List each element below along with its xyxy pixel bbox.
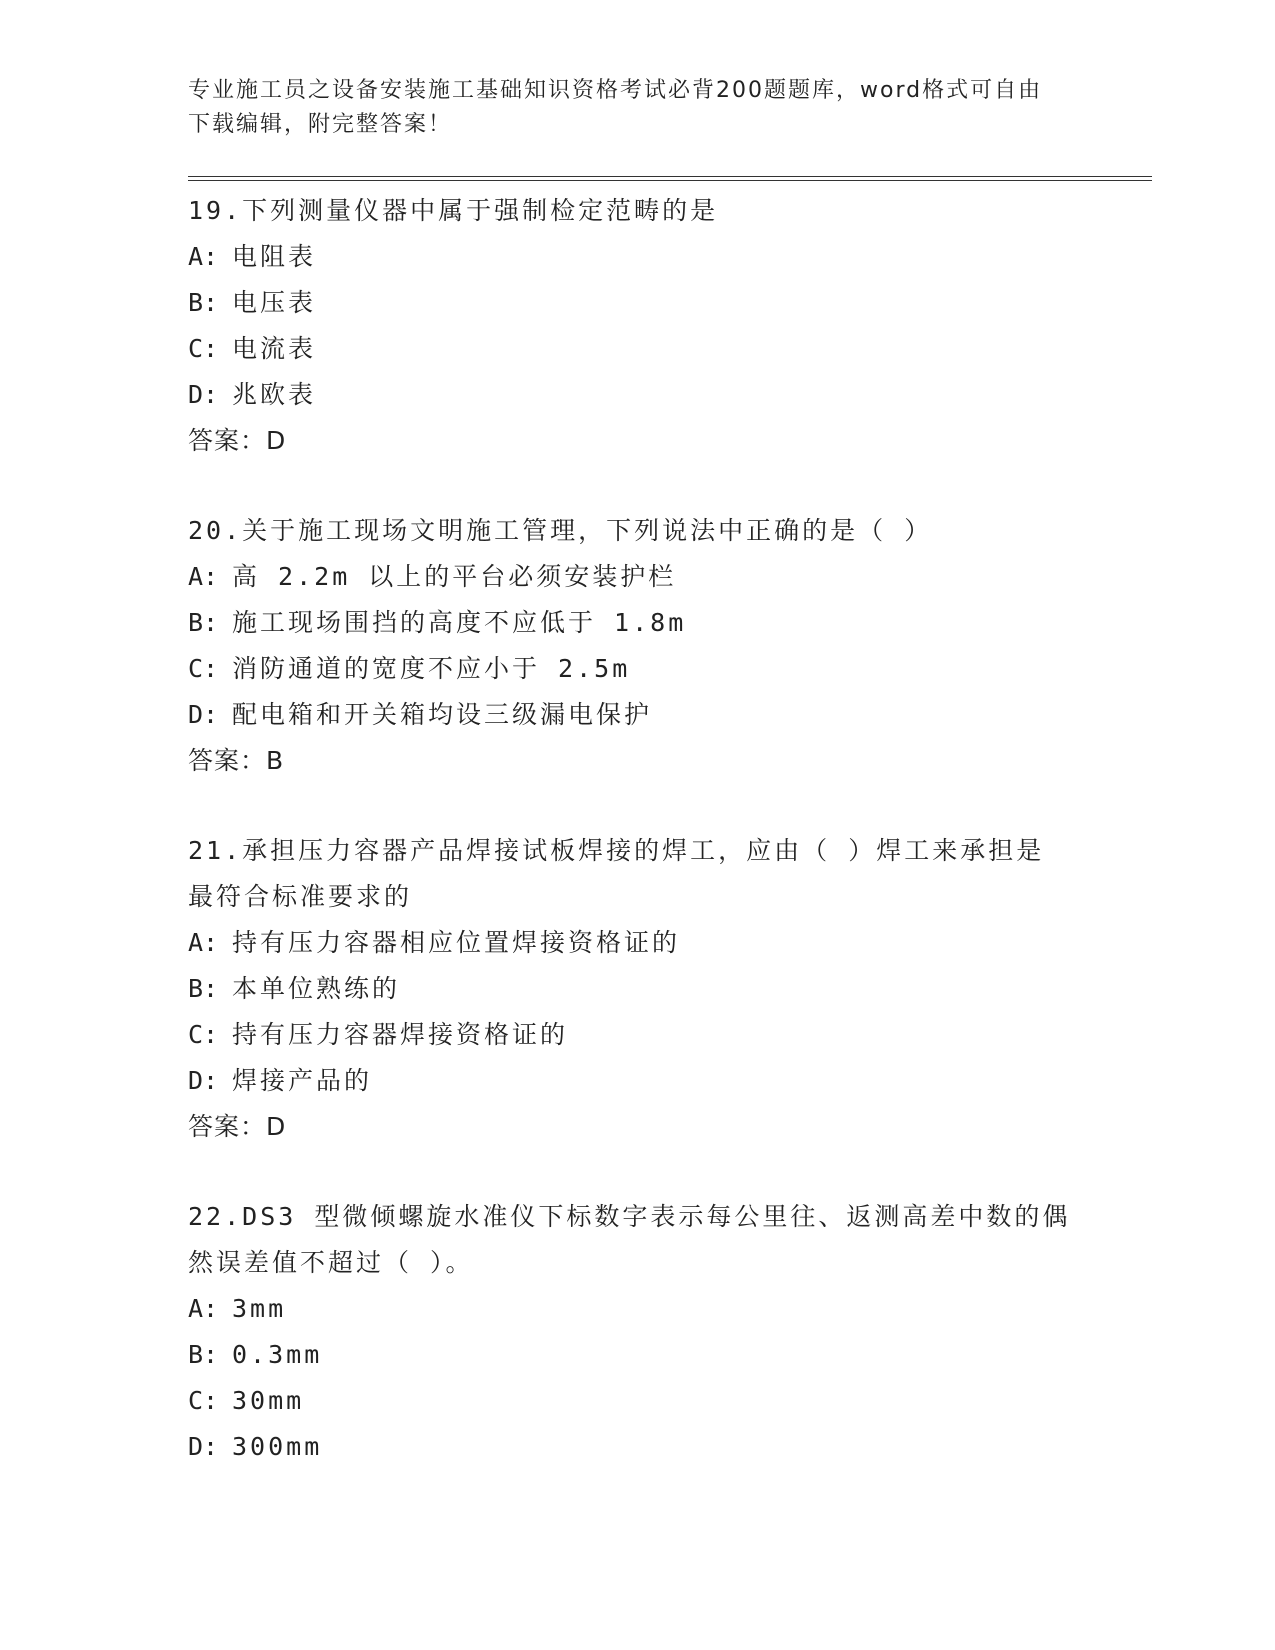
option-letter: A: [188,1294,219,1323]
option-text: 30mm [232,1386,305,1415]
question-stem: 20.关于施工现场文明施工管理，下列说法中正确的是（ ） [188,516,933,545]
answer-key: 答案：D [188,426,287,455]
option-text: 3mm [232,1294,287,1323]
option-text: 电阻表 [232,242,317,271]
option-letter: D: [188,1432,219,1461]
option-letter: C: [188,1020,219,1049]
option-d [188,1058,1088,1104]
option-d [188,1424,1088,1470]
option-letter: B: [188,608,219,637]
question-stem-line-1: 21.承担压力容器产品焊接试板焊接的焊工，应由（ ）焊工来承担是 [188,836,1045,865]
option-text: 持有压力容器焊接资格证的 [232,1020,569,1049]
option-text: 0.3mm [232,1340,323,1369]
question-stem: 19.下列测量仪器中属于强制检定范畴的是 [188,196,719,225]
option-a [188,1286,1088,1332]
option-letter: D: [188,380,219,409]
option-text: 300mm [232,1432,323,1461]
option-d [188,692,1088,738]
option-text: 消防通道的宽度不应小于 2.5m [232,654,631,683]
option-c [188,1012,1088,1058]
option-text: 持有压力容器相应位置焊接资格证的 [232,928,681,957]
option-text: 施工现场围挡的高度不应低于 1.8m [232,608,687,637]
document-header [188,74,1088,142]
option-text: 电压表 [232,288,317,317]
header-divider-top [188,176,1152,177]
option-letter: B: [188,288,219,317]
option-letter: C: [188,654,219,683]
answer-key: 答案：D [188,1112,287,1141]
header-line-1: 专业施工员之设备安装施工基础知识资格考试必背200题题库，word格式可自由 [188,78,1043,103]
question-22 [188,1194,1088,1470]
question-20 [188,508,1088,784]
option-letter: C: [188,334,219,363]
question-19 [188,188,1088,464]
option-b [188,280,1088,326]
answer-key: 答案：B [188,746,285,775]
option-b [188,966,1088,1012]
option-letter: A: [188,242,219,271]
option-text: 电流表 [232,334,317,363]
option-letter: A: [188,928,219,957]
question-stem-line-2: 然误差值不超过（ ）。 [188,1248,474,1277]
option-text: 配电箱和开关箱均设三级漏电保护 [232,700,653,729]
option-letter: B: [188,974,219,1003]
option-b [188,1332,1088,1378]
option-letter: D: [188,1066,219,1095]
option-c [188,1378,1088,1424]
header-divider-bottom [188,180,1152,181]
option-b [188,600,1088,646]
question-21 [188,828,1088,1150]
option-letter: C: [188,1386,219,1415]
option-a [188,554,1088,600]
option-text: 高 2.2m 以上的平台必须安装护栏 [232,562,677,591]
option-letter: D: [188,700,219,729]
header-line-2: 下载编辑，附完整答案！ [188,112,453,137]
question-stem-line-1: 22.DS3 型微倾螺旋水准仪下标数字表示每公里往、返测高差中数的偶 [188,1202,1071,1231]
option-text: 本单位熟练的 [232,974,401,1003]
option-letter: A: [188,562,219,591]
option-text: 兆欧表 [232,380,317,409]
option-c [188,326,1088,372]
option-letter: B: [188,1340,219,1369]
option-c [188,646,1088,692]
option-a [188,234,1088,280]
option-d [188,372,1088,418]
option-text: 焊接产品的 [232,1066,373,1095]
question-stem-line-2: 最符合标准要求的 [188,882,413,911]
option-a [188,920,1088,966]
